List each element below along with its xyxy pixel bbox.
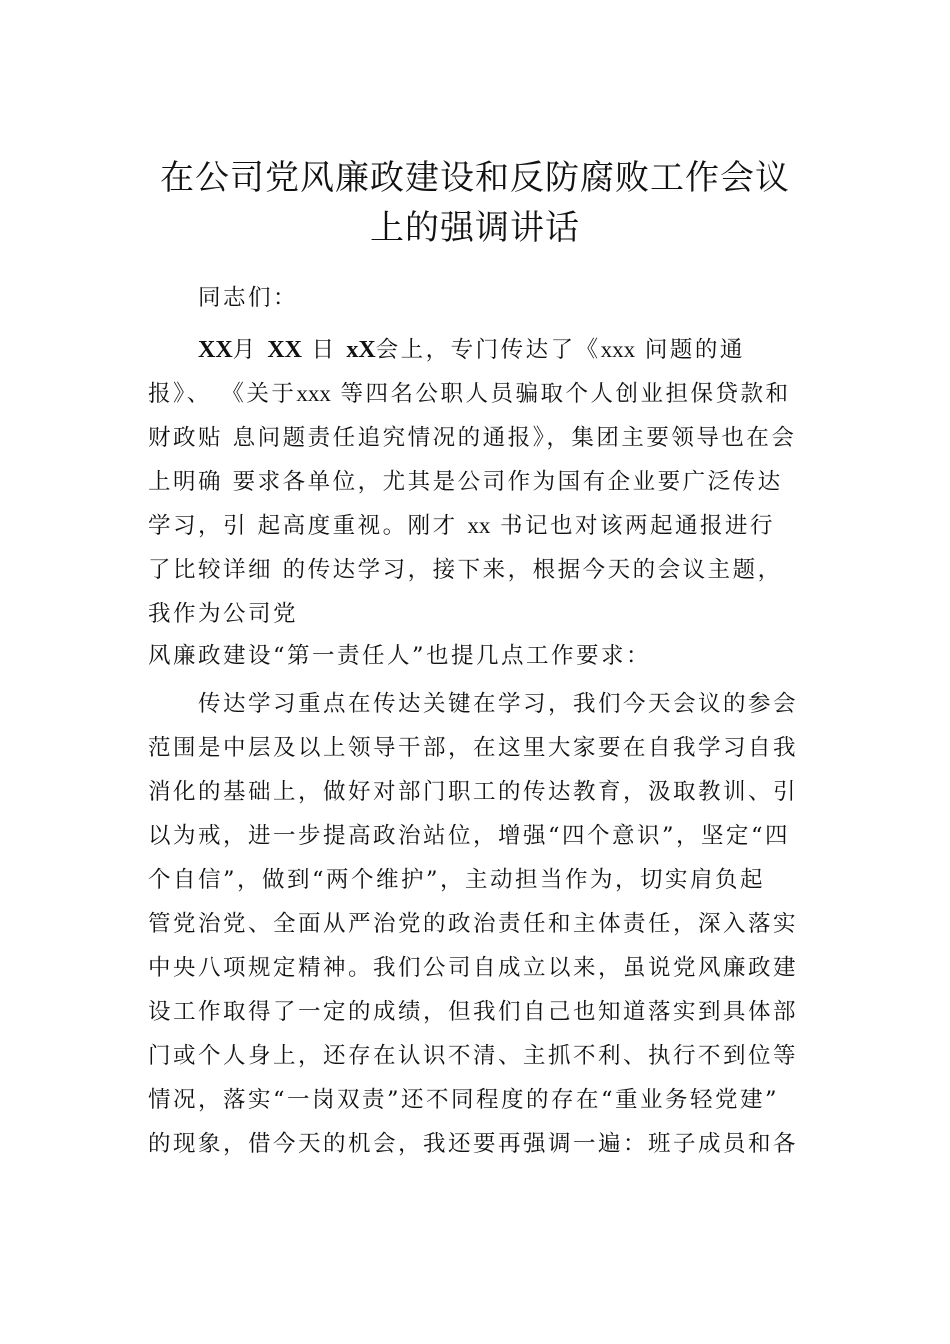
para1-line7: 我作为公司党 <box>148 601 299 627</box>
para2-line11: 的现象，借今天的机会，我还要再强调一遍：班子成员和各 <box>148 1131 799 1157</box>
para1-line2: 报》、 《关于xxx 等四名公职人员骗取个人创业担保贷款和 <box>148 381 791 407</box>
para2-line4: 以为戒，进一步提高政治站位，增强“四个意识”，坚定“四 <box>148 823 791 849</box>
para1-line8: 风廉政建设“第一责任人”也提几点工作要求： <box>148 643 652 669</box>
document-title-line-1: 在公司党风廉政建设和反防腐败工作会议 <box>160 158 790 198</box>
para2-line2: 范围是中层及以上领导干部，在这里大家要在自我学习自我 <box>148 735 799 761</box>
para2-line7: 中央八项规定精神。我们公司自成立以来，虽说党风廉政建 <box>148 955 799 981</box>
para2-line5: 个自信”，做到“两个维护”，主动担当作为，切实肩负起 <box>148 867 766 893</box>
para1-line4: 上明确 要求各单位，尤其是公司作为国有企业要广泛传达 <box>148 469 783 495</box>
para2-line1: 传达学习重点在传达关键在学习，我们今天会议的参会 <box>198 691 799 717</box>
document-title-line-2: 上的强调讲话 <box>370 208 580 248</box>
para2-line6: 管党治党、全面从严治党的政治责任和主体责任，深入落实 <box>148 911 799 937</box>
para1-line3: 财政贴 息问题责任追究情况的通报》，集团主要领导也在会 <box>148 425 797 451</box>
para2-line3: 消化的基础上，做好对部门职工的传达教育，汲取教训、引 <box>148 779 799 805</box>
para2-line8: 设工作取得了一定的成绩，但我们自己也知道落实到具体部 <box>148 999 799 1025</box>
para1-line1: XX月 XX 日 xX会上，专门传达了《xxx 问题的通 <box>198 337 745 363</box>
para2-line10: 情况，落实“一岗双责”还不同程度的存在“重业务轻党建” <box>148 1087 780 1113</box>
para1-line5: 学习，引 起高度重视。刚才 xx 书记也对该两起通报进行 <box>148 513 775 539</box>
salutation: 同志们： <box>198 285 299 311</box>
para1-line6: 了比较详细 的传达学习，接下来，根据今天的会议主题， <box>148 557 783 583</box>
para2-line9: 门或个人身上，还存在认识不清、主抓不利、执行不到位等 <box>148 1043 799 1069</box>
